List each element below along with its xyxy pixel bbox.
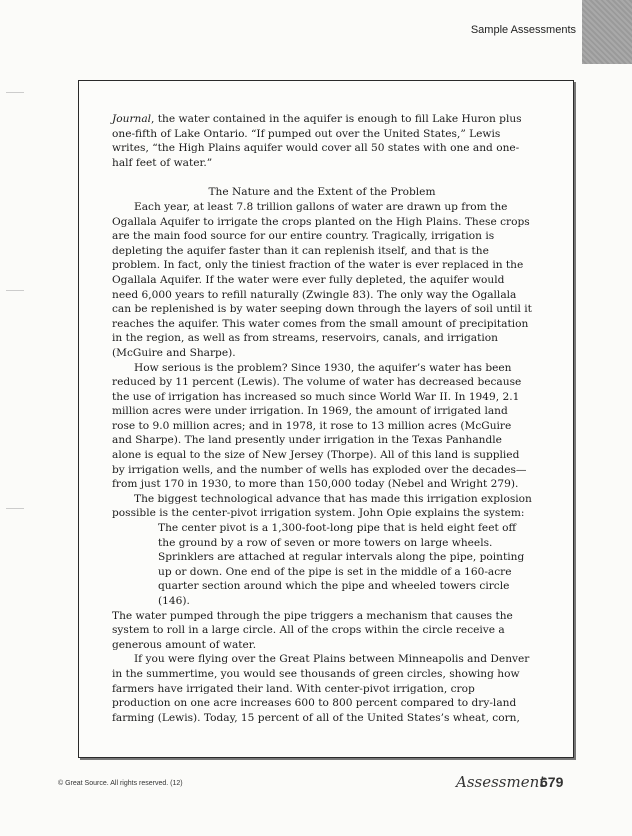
paragraph-green-circles: If you were flying over the Great Plains between Minneapolis and Denver in the summertime, you would see thousands of green circles, showing how farmers have irrigated their land. With center-pivot irrigation, crop production on one acre increases 600 to 800 percent compared to dry-land farming (Lewis). Today, 15 percent of all of the United States’s wheat, corn, bbox=[112, 653, 530, 724]
paragraph-depletion: Each year, at least 7.8 trillion gallons of water are drawn up from the Ogallala Aquifer to irrigate the crops planted on the High Plains. These crops are the main food source for our entire country. Tragically, irrigation is depleting the aquifer faster than it can replenish itself, and that is the problem. In fact, only the tiniest fraction of the water is ever replaced in the Ogallala Aquifer. If the water were ever fully depleted, the aquifer would need 6,000 years to refill naturally (Zwingle 83). The only way the Ogallala can be replenished is by water seeping down through the layers of soil until it reaches the aquifer. This water comes from the small amount of precipitation in the region, as well as from streams, reservoirs, canals, and irrigation (McGuire and Sharpe). bbox=[112, 200, 532, 359]
paragraph-journal bbox=[112, 112, 532, 170]
scan-mark bbox=[6, 508, 24, 509]
copyright-notice: © Great Source. All rights reserved. (12) bbox=[58, 780, 183, 787]
block-quote: The center pivot is a 1,300-foot-long pipe that is held eight feet off the ground by a row of seven or more towers on large wheels. Sprinklers are attached at regular intervals along the pipe, pointing up or down. One end of the pipe is set in the middle of a 160-acre quarter section around which the pipe and wheeled towers circle (146). bbox=[158, 522, 525, 607]
footer-section-title: Assessment bbox=[456, 773, 546, 791]
scan-mark bbox=[6, 92, 24, 93]
journal-italic: Journal bbox=[112, 113, 152, 125]
page-number: 679 bbox=[540, 774, 564, 790]
paragraph-center-pivot: The biggest technological advance that has made this irrigation explosion possible is the center-pivot irrigation system. John Opie explains the system: bbox=[112, 492, 532, 520]
paragraph-severity: How serious is the problem? Since 1930, the aquifer’s water has been reduced by 11 percent (Lewis). The volume of water has decreased because the use of irrigation has increased so much since World War II. In 1949, 2.1 million acres were under irrigation. In 1969, the amount of irrigated land rose to 9.0 million acres; and in 1978, it rose to 13 million acres (McGuire and Sharpe). The land presently under irrigation in the Texas Panhandle alone is equal to the size of New Jersey (Thorpe). All of this land is supplied by irrigation wells, and the number of wells has exploded over the decades—from just 170 in 1930, to more than 150,000 today (Nebel and Wright 279). bbox=[112, 361, 527, 491]
section-heading: The Nature and the Extent of the Problem bbox=[208, 186, 436, 199]
paragraph-journal-text: , the water contained in the aquifer is enough to fill Lake Huron plus one-fifth of Lake Ontario. “If pumped out over the United States,” Lewis writes, “the High Plains aquifer would cover all 50 states with one and one-half feet of water.” bbox=[112, 113, 522, 169]
header-tab-block bbox=[582, 0, 632, 64]
essay-body bbox=[112, 112, 532, 725]
scan-mark bbox=[6, 290, 24, 291]
paragraph-water-pumped: The water pumped through the pipe triggers a mechanism that causes the system to roll in a large circle. All of the crops within the circle receive a generous amount of water. bbox=[112, 609, 513, 651]
section-header-label: Sample Assessments bbox=[470, 24, 576, 36]
